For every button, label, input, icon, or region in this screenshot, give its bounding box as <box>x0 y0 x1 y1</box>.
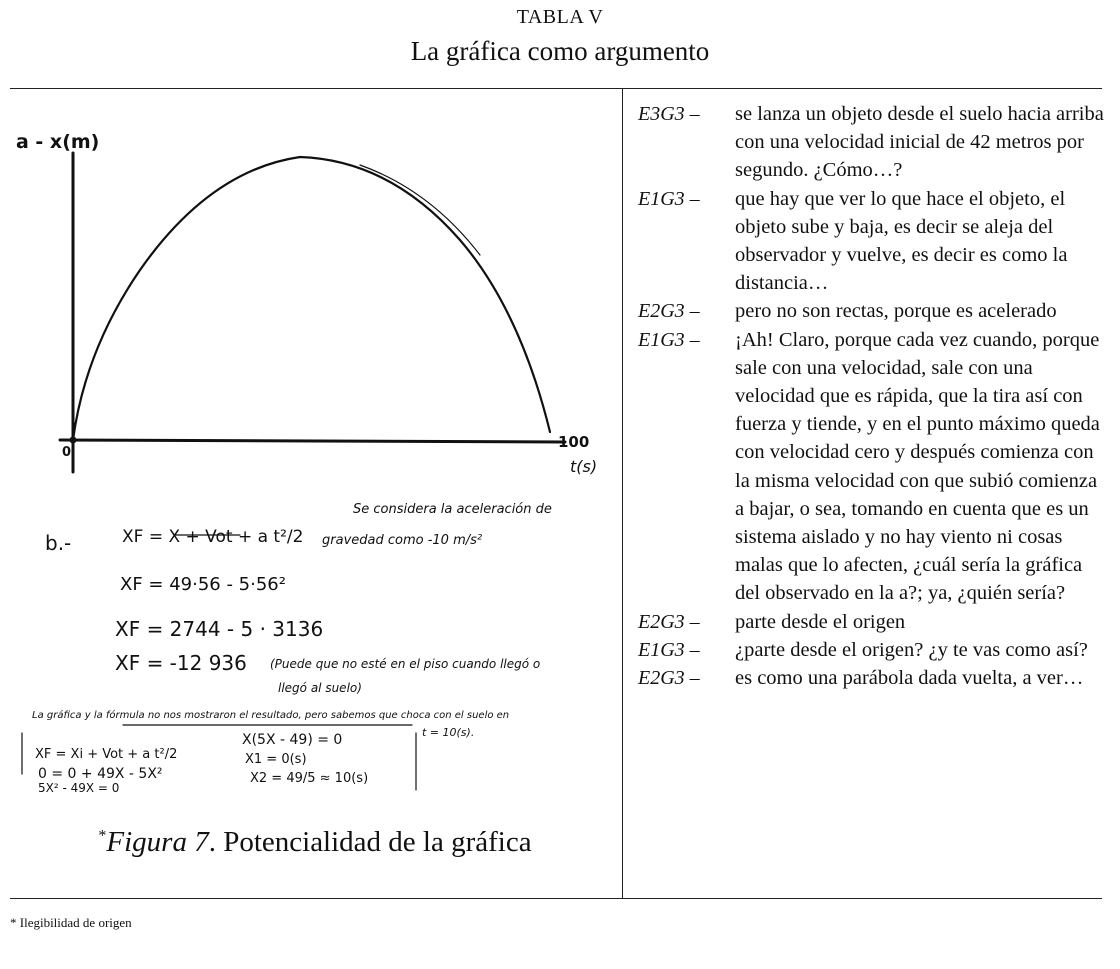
calc-2: 0 = 0 + 49X - 5X² <box>38 766 163 782</box>
calc-5: X1 = 0(s) <box>245 752 307 767</box>
dialogue-turn <box>638 664 1108 692</box>
handwritten-sketch <box>10 90 620 810</box>
utterance-text: ¡Ah! Claro, porque cada vez cuando, porque sale con una velocidad, sale con una velocidad que es rápida, que la tira así con fuerza y tiende, y en el punto máximo queda con velocidad cero y después comienza con la misma velocidad con que subió comienza a bajar, o sea, tomando en cuenta que es un sistema aislado y no hay viento ni cosas malas que lo afecten, ¿cuál sería la gráfica del observado en la a?; ya, ¿quién sería? <box>735 328 1100 605</box>
dialogue-turn <box>638 100 1108 185</box>
calc-6: X2 = 49/5 ≈ 10(s) <box>250 771 369 786</box>
figure-label: Figura 7 <box>106 826 209 858</box>
x-end-value: 100 <box>558 433 590 451</box>
figure-caption <box>10 826 620 859</box>
utterance-text: ¿parte desde el origen? ¿y te vas como así? <box>735 638 1088 661</box>
dialogue-turn <box>638 326 1108 608</box>
utterance-text: parte desde el origen <box>735 610 906 633</box>
utterance-text: se lanza un objeto desde el suelo hacia arriba con una velocidad inicial de 42 metros por segundo. ¿Cómo…? <box>735 103 1104 182</box>
equation-2: XF = 49·56 - 5·56² <box>120 574 286 595</box>
part-label: b.- <box>45 531 72 555</box>
origin-label: 0 <box>62 445 72 460</box>
dialogue-turn <box>638 185 1108 298</box>
speaker-label: E2G3 – <box>638 610 700 633</box>
utterance-text: que hay que ver lo que hace el objeto, el objeto sube y baja, es decir se aleja del observador y vuelve, es decir es como la distancia… <box>735 187 1068 295</box>
x-end-unit: t(s) <box>570 457 598 476</box>
equation-4-note-2: llegó al suelo) <box>278 681 362 695</box>
dialogue-turn <box>638 297 1108 325</box>
x-axis <box>60 440 565 442</box>
conclusion-note: La gráfica y la fórmula no nos mostraron el resultado, pero sabemos que choca con el suelo en <box>32 710 510 721</box>
bottom-rule <box>10 898 1102 899</box>
top-rule <box>10 88 1102 89</box>
figure-caption-text: . Potencialidad de la gráfica <box>208 826 532 858</box>
speaker-label: E1G3 – <box>638 328 700 351</box>
equation-3: XF = 2744 - 5 · 3136 <box>115 617 324 641</box>
dialogue-transcript <box>638 100 1108 692</box>
note-line-1: Se considera la aceleración de <box>353 502 552 517</box>
calc-3: 5X² - 49X = 0 <box>38 781 120 795</box>
trajectory-curve <box>73 157 550 440</box>
speaker-label: E2G3 – <box>638 667 700 690</box>
column-divider <box>622 89 623 898</box>
speaker-label: E3G3 – <box>638 103 700 125</box>
calc-4: X(5X - 49) = 0 <box>242 732 343 748</box>
equation-4: XF = -12 936 <box>115 651 247 675</box>
calc-1: XF = Xi + Vot + a t²/2 <box>35 747 178 762</box>
equation-4-note-1: (Puede que no esté en el piso cuando llegó o <box>270 657 541 671</box>
table-title: La gráfica como argumento <box>410 36 710 66</box>
utterance-text: pero no son rectas, porque es acelerado <box>735 300 1057 323</box>
equation-1: XF = X + Vot + a t²/2 <box>122 527 304 547</box>
y-axis-label: a - x(m) <box>16 131 100 153</box>
figure-marker: * <box>98 827 107 845</box>
table-label: TABLA V <box>516 6 604 28</box>
dialogue-turn <box>638 636 1108 664</box>
utterance-text: es como una parábola dada vuelta, a ver… <box>735 667 1084 690</box>
footnote: * Ilegibilidad de origen <box>10 915 132 930</box>
speaker-label: E1G3 – <box>638 638 700 661</box>
speaker-label: E2G3 – <box>638 300 700 323</box>
conclusion-note-end: t = 10(s). <box>422 726 475 739</box>
note-line-2: gravedad como -10 m/s² <box>322 533 483 548</box>
speaker-label: E1G3 – <box>638 187 700 210</box>
dialogue-turn <box>638 608 1108 636</box>
